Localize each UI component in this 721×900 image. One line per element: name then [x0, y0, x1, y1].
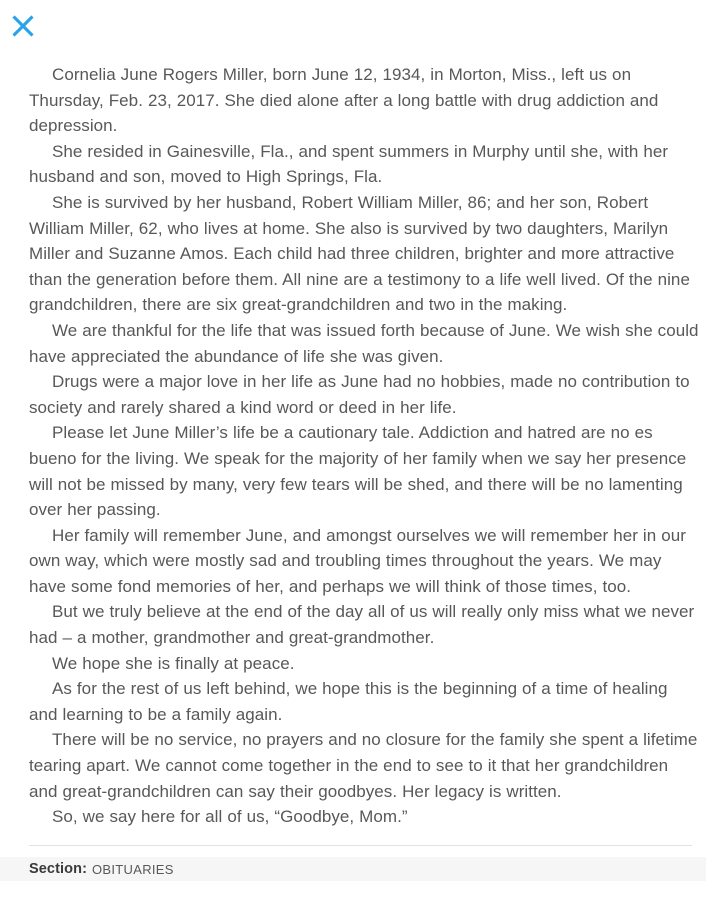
article-paragraph: We hope she is finally at peace.: [52, 653, 295, 673]
article-paragraph: So, we say here for all of us, “Goodbye, Mom.”: [52, 807, 408, 827]
close-icon: [10, 13, 36, 39]
article-paragraph: There will be no service, no prayers and no closure for the family she spent a lifetime tearing apart. We cannot come together in the end to see to it that her grandchildren and great-grandchildren can say their goodbyes. Her legacy is written.: [29, 730, 698, 801]
section-label: Section:: [29, 861, 87, 877]
obituary-article: [0, 62, 721, 830]
article-paragraph: Her family will remember June, and amongst ourselves we will remember her in our own way, which were mostly sad and troubling times throughout the years. We may have some fond memories of her, and perhaps we will think of those times, too.: [29, 525, 686, 596]
article-paragraph: As for the rest of us left behind, we hope this is the beginning of a time of healing and learning to be a family again.: [29, 679, 668, 724]
article-paragraph: But we truly believe at the end of the day all of us will really only miss what we never had – a mother, grandmother and great-grandmother.: [29, 602, 695, 648]
article-paragraph: She resided in Gainesville, Fla., and spent summers in Murphy until she, with her husband and son, moved to High Springs, Fla.: [29, 141, 669, 187]
footer-divider: [29, 845, 692, 846]
article-paragraph: Cornelia June Rogers Miller, born June 12, 1934, in Morton, Miss., left us on Thursday, Feb. 23, 2017. She died alone after a long battle with drug addiction and depression.: [29, 65, 659, 136]
article-paragraph: Drugs were a major love in her life as June had no hobbies, made no contribution to society and rarely shared a kind word or deed in her life.: [29, 372, 690, 417]
article-body: [0, 62, 721, 830]
article-paragraph: We are thankful for the life that was issued forth because of June. We wish she could have appreciated the abundance of life she was given.: [29, 320, 699, 366]
article-paragraph: She is survived by her husband, Robert William Miller, 86; and her son, Robert William Miller, 62, who lives at home. She also is survived by two daughters, Marilyn Miller and Suzanne Amos. Each child had three children, brighter and more attractive than the generation before them. All nine are a testimony to a life well lived. Of the nine grandchildren, there are six great-grandchildren and two in the making.: [29, 192, 690, 315]
article-paragraph: Please let June Miller’s life be a cautionary tale. Addiction and hatred are no es bueno for the living. We speak for the majority of her family when we say her presence will not be missed by many, very few tears will be shed, and there will be no lamenting over her passing.: [29, 423, 687, 520]
section-value[interactable]: OBITUARIES: [92, 861, 174, 877]
close-button[interactable]: [8, 11, 38, 41]
section-meta: [29, 858, 174, 880]
